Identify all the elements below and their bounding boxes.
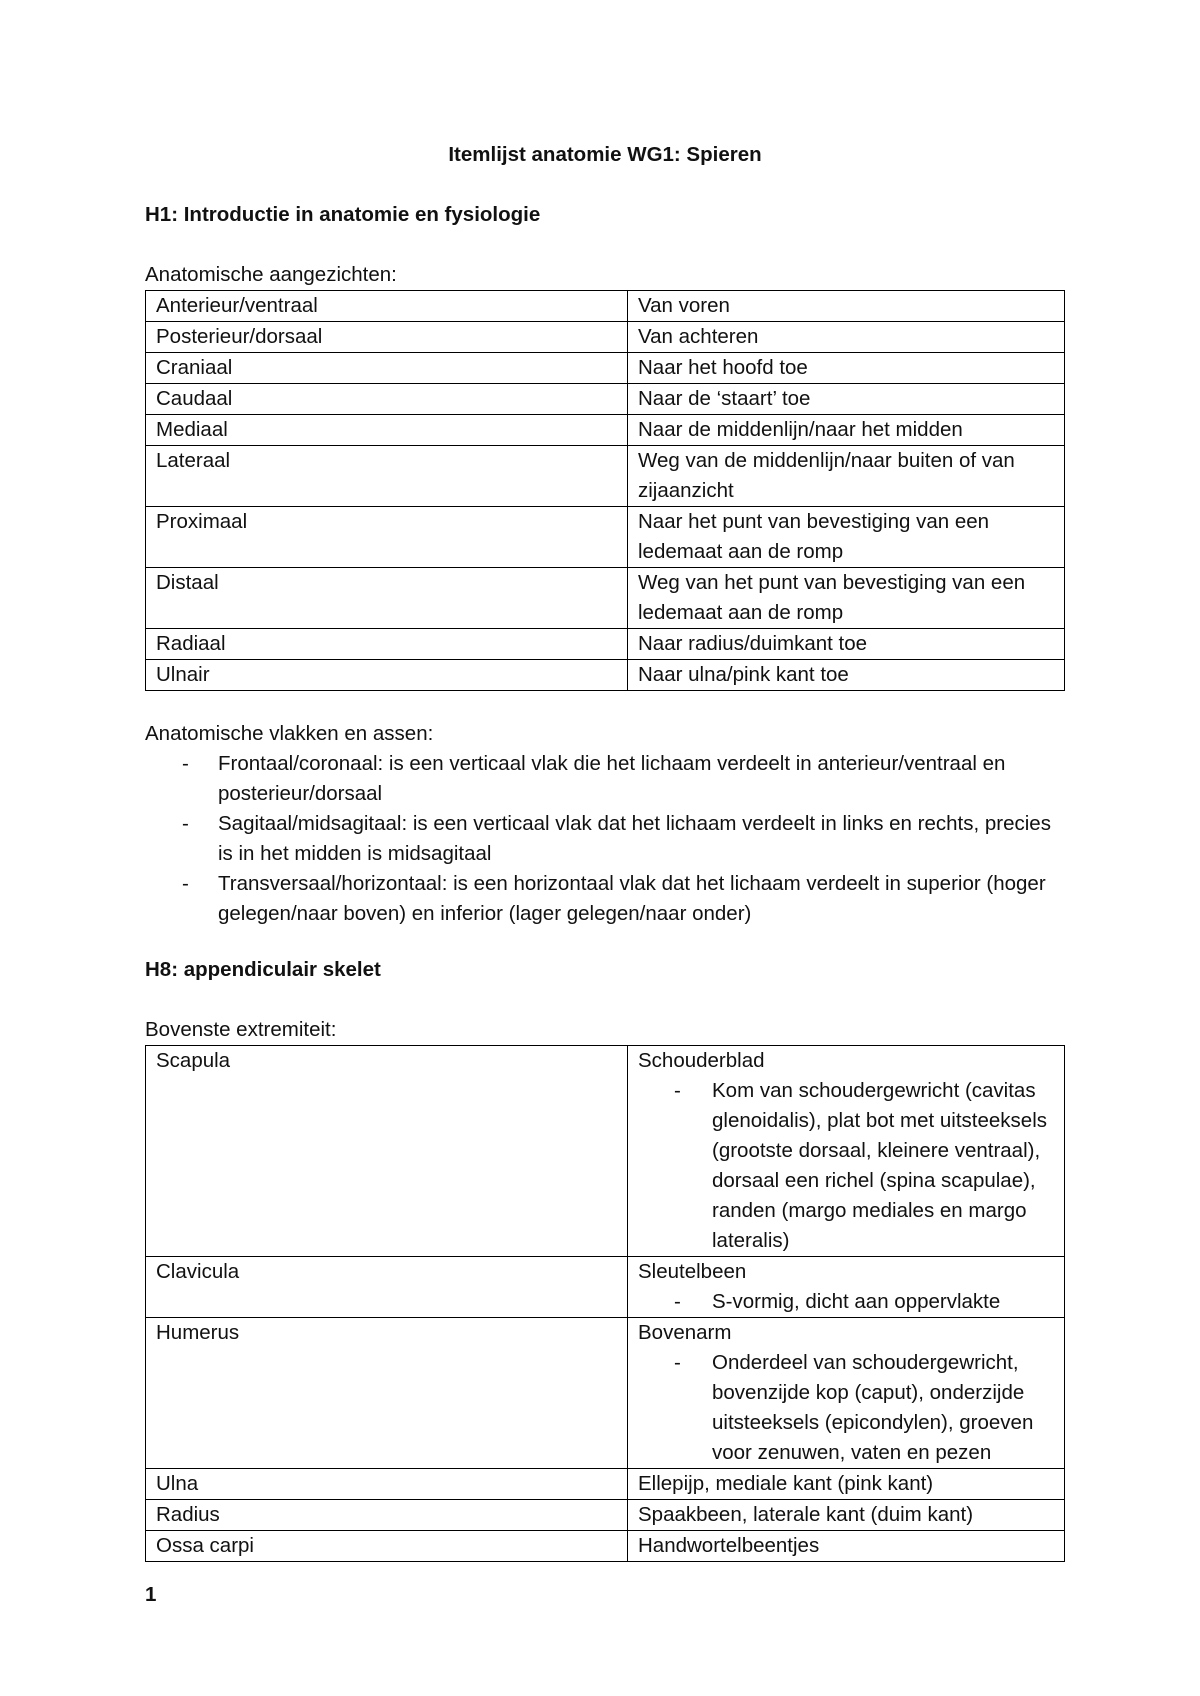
description-cell: Naar het hoofd toe <box>628 353 1065 384</box>
list-item: - Transversaal/horizontaal: is een horizontaal vlak dat het lichaam verdeelt in superior (hoger gelegen/naar boven) en inferior (lager gelegen/naar onder) <box>145 869 1065 929</box>
description-cell: Naar de middenlijn/naar het midden <box>628 415 1065 446</box>
term-cell: Caudaal <box>146 384 628 415</box>
table-label-extremiteit: Bovenste extremiteit: <box>145 1018 337 1041</box>
description-list <box>638 1076 1054 1256</box>
description-cell: Van achteren <box>628 322 1065 353</box>
list-item: - Frontaal/coronaal: is een verticaal vlak die het lichaam verdeelt in anterieur/ventraal en posterieur/dorsaal <box>145 749 1065 809</box>
table-row <box>146 1257 1065 1318</box>
term-cell: Anterieur/ventraal <box>146 291 628 322</box>
description-cell <box>628 1046 1065 1257</box>
document-title: Itemlijst anatomie WG1: Spieren <box>448 143 762 166</box>
table-row <box>146 507 1065 568</box>
description-list <box>638 1287 1054 1317</box>
description-cell: Naar ulna/pink kant toe <box>628 660 1065 691</box>
term-cell: Proximaal <box>146 507 628 568</box>
term-cell: Posterieur/dorsaal <box>146 322 628 353</box>
section-heading-h8: H8: appendiculair skelet <box>145 958 381 981</box>
term-cell: Clavicula <box>146 1257 628 1318</box>
list-item: - Sagitaal/midsagitaal: is een verticaal vlak dat het lichaam verdeelt in links en rechts, precies is in het midden is midsagitaal <box>145 809 1065 869</box>
table-row <box>146 1318 1065 1469</box>
description-cell: Naar de ‘staart’ toe <box>628 384 1065 415</box>
term-cell: Mediaal <box>146 415 628 446</box>
list-item: - S-vormig, dicht aan oppervlakte <box>638 1287 1054 1317</box>
page-content <box>145 140 1065 1562</box>
table-row <box>146 322 1065 353</box>
term-cell: Lateraal <box>146 446 628 507</box>
table-row <box>146 353 1065 384</box>
term-cell: Ulnair <box>146 660 628 691</box>
aangezichten-table <box>145 290 1065 691</box>
table-row <box>146 415 1065 446</box>
description-cell: Naar radius/duimkant toe <box>628 629 1065 660</box>
table-row <box>146 660 1065 691</box>
table-row <box>146 1531 1065 1562</box>
description-cell: Spaakbeen, laterale kant (duim kant) <box>628 1500 1065 1531</box>
list-item: - Onderdeel van schoudergewricht, bovenzijde kop (caput), onderzijde uitsteeksels (epicondylen), groeven voor zenuwen, vaten en pezen <box>638 1348 1054 1468</box>
description-cell: Ellepijp, mediale kant (pink kant) <box>628 1469 1065 1500</box>
description-text: Bovenarm <box>638 1321 732 1344</box>
section-heading-h1: H1: Introductie in anatomie en fysiologie <box>145 203 541 226</box>
table-row <box>146 629 1065 660</box>
description-cell <box>628 1257 1065 1318</box>
description-cell: Naar het punt van bevestiging van een ledemaat aan de romp <box>628 507 1065 568</box>
term-cell: Radiaal <box>146 629 628 660</box>
description-cell: Weg van de middenlijn/naar buiten of van zijaanzicht <box>628 446 1065 507</box>
table-row <box>146 568 1065 629</box>
term-cell: Distaal <box>146 568 628 629</box>
planes-label: Anatomische vlakken en assen: <box>145 722 434 745</box>
table-row <box>146 1469 1065 1500</box>
description-text: Schouderblad <box>638 1049 765 1072</box>
table-row <box>146 1046 1065 1257</box>
term-cell: Craniaal <box>146 353 628 384</box>
term-cell: Radius <box>146 1500 628 1531</box>
term-cell: Ulna <box>146 1469 628 1500</box>
term-cell: Scapula <box>146 1046 628 1257</box>
description-cell: Handwortelbeentjes <box>628 1531 1065 1562</box>
term-cell: Ossa carpi <box>146 1531 628 1562</box>
page-number: 1 <box>145 1583 157 1606</box>
description-list <box>638 1348 1054 1468</box>
table-row <box>146 291 1065 322</box>
description-cell: Weg van het punt van bevestiging van een ledemaat aan de romp <box>628 568 1065 629</box>
term-cell: Humerus <box>146 1318 628 1469</box>
planes-list <box>145 749 1065 929</box>
table-row <box>146 384 1065 415</box>
description-cell <box>628 1318 1065 1469</box>
list-item: - Kom van schoudergewricht (cavitas glenoidalis), plat bot met uitsteeksels (grootste dorsaal, kleinere ventraal), dorsaal een richel (spina scapulae), randen (margo mediales en margo lateralis) <box>638 1076 1054 1256</box>
description-cell: Van voren <box>628 291 1065 322</box>
table-label-aangezichten: Anatomische aangezichten: <box>145 263 397 286</box>
table-row <box>146 1500 1065 1531</box>
table-row <box>146 446 1065 507</box>
extremiteit-table <box>145 1045 1065 1562</box>
description-text: Sleutelbeen <box>638 1260 747 1283</box>
